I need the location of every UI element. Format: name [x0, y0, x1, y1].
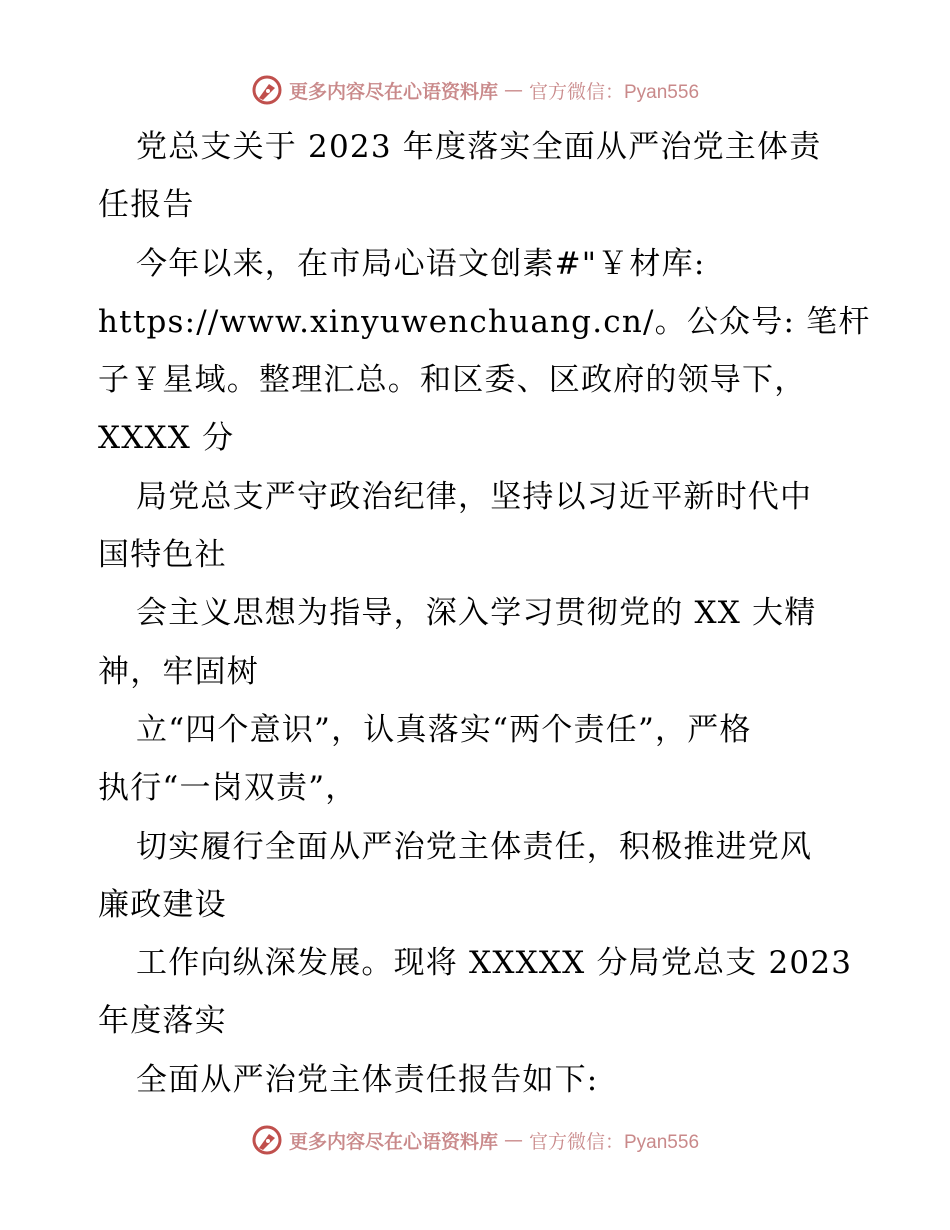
body-line: 工作向纵深发展。现将 XXXXX 分局党总支 2023 — [136, 945, 853, 982]
body-line: 子￥星域。整理汇总。和区委、区政府的领导下， — [98, 362, 807, 399]
watermark-separator: — — [504, 1129, 523, 1151]
footer-watermark — [0, 1122, 950, 1158]
body-line: 今年以来，在市局心语文创素#"￥材库: — [136, 245, 706, 282]
body-line: 年度落实 — [98, 1003, 227, 1040]
body-line: 立“四个意识”，认真落实“两个责任”，严格 — [136, 711, 752, 748]
body-line: 执行“一岗双责”， — [98, 770, 358, 807]
body-line: 切实履行全面从严治党主体责任，积极推进党风 — [136, 828, 813, 865]
watermark-site-text: 更多内容尽在心语资料库 — [288, 80, 498, 103]
pen-nib-circle-icon — [251, 1124, 283, 1156]
body-line: 全面从严治党主体责任报告如下: — [136, 1061, 599, 1098]
title-line-1: 党总支关于 2023 年度落实全面从严治党主体责 — [136, 129, 822, 165]
body-line: 会主义思想为指导，深入学习贯彻党的 XX 大精 — [136, 595, 817, 632]
watermark-contact-text: 官方微信：Pyan556 — [529, 81, 700, 103]
watermark-site-text: 更多内容尽在心语资料库 — [288, 1130, 498, 1153]
body-line: 神，牢固树 — [98, 653, 259, 690]
body-line: XXXX 分 — [98, 420, 235, 457]
watermark-separator: — — [504, 79, 523, 101]
pen-nib-circle-icon — [251, 74, 283, 106]
body-line: https://www.xinyuwenchuang.cn/。公众号: 笔杆 — [98, 303, 871, 340]
body-line: 局党总支严守政治纪律，坚持以习近平新时代中 — [136, 478, 813, 515]
header-watermark — [0, 72, 950, 108]
body-line: 廉政建设 — [98, 886, 227, 923]
document-body — [98, 118, 871, 1109]
body-line: 国特色社 — [98, 537, 227, 574]
title-line-2: 任报告 — [98, 187, 195, 224]
watermark-contact-text: 官方微信：Pyan556 — [529, 1131, 700, 1153]
